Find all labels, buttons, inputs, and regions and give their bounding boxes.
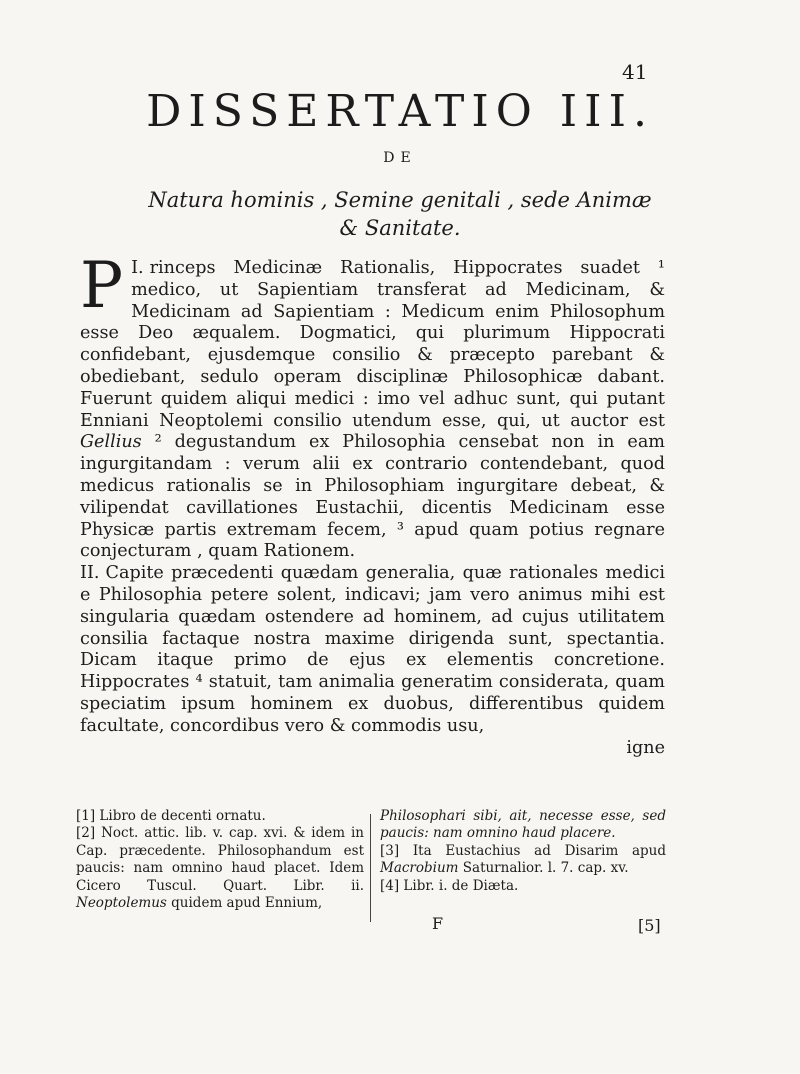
footnotes-left-column bbox=[76, 808, 364, 912]
paragraph-2 bbox=[80, 563, 665, 737]
paragraph-text: rinceps Medicinæ Rationalis, Hippocrates suadet ¹ medico, ut Sapientiam transferat ad Medicinam, & Medicinam ad Sapientiam : Medicum enim Philosophum esse Deo æqualem. Dogmatici, qui plurimum Hippocrati confidebant, ejusdemque consilio & præcepto parebant & obediebant, sedulo operam disciplinæ Philosophicæ dabant. Fuerunt quidem aliqui medici : imo vel adhuc sunt, qui putant Enniani Neoptolemi consilio utendum esse, qui, ut auctor est bbox=[80, 258, 665, 431]
paragraph-1 bbox=[80, 249, 665, 563]
footnotes-divider bbox=[370, 814, 371, 922]
paragraph-text-continued: ² degustandum ex Philosophia censebat non in eam ingurgitandam : verum alii ex contrario contendebant, quod medicus rationalis se in Philosophiam ingurgitare debeat, & vilipendat cavillationes Eustachii, dicentis Medicinam esse Physicæ partis extremam fecem, ³ apud quam potius regnare conjecturam , quam Rationem. bbox=[80, 432, 665, 562]
footnote-2 bbox=[76, 825, 364, 912]
footnote-3-end: Saturnalior. l. 7. cap. xv. bbox=[462, 860, 629, 877]
footnote-2-italic: Neoptolemus bbox=[76, 895, 167, 912]
catchword: igne bbox=[626, 737, 665, 758]
footnote-3 bbox=[380, 843, 666, 878]
drop-cap-initial: P bbox=[80, 249, 124, 323]
paragraph-number: I. bbox=[131, 258, 144, 278]
body-text bbox=[80, 249, 665, 759]
footnote-2-end: quidem apud Ennium, bbox=[171, 895, 323, 912]
footnote-4: [4] Libr. i. de Diæta. bbox=[380, 877, 519, 894]
paragraph-number: II. bbox=[80, 563, 100, 584]
footnote-2-text: [2] Noct. attic. lib. v. cap. xvi. & idem in Cap. præcedente. Philosophandum est paucis: nam omnino haud placet. Idem Cicero Tuscul. Quart. Libr. ii. bbox=[76, 825, 364, 894]
footnotes-right-column bbox=[380, 808, 666, 895]
footnote-2-continued: Philosophari sibi, ait, necesse esse, sed paucis: nam omnino haud placere. bbox=[380, 808, 666, 842]
subtitle-line-1: Natura hominis , Semine genitali , sede Animæ bbox=[148, 188, 652, 212]
signature-mark: F bbox=[432, 914, 444, 933]
footnote-3-italic: Macrobium bbox=[380, 860, 459, 877]
page-title: DISSERTATIO III. bbox=[146, 86, 654, 137]
catchword-bottom: [5] bbox=[638, 916, 661, 935]
paragraph-text: Capite præcedenti quædam generalia, quæ rationales medici e Philosophia petere solent, indicavi; jam vero animus mihi est singularia quædam ostendere ad hominem, ad cujus utilitatem consilia factaque nostra maxime dirigenda sunt, spectantia. Dicam itaque primo de ejus ex elementis concretione. Hippocrates ⁴ statuit, tam animalia generatim considerata, quam speciatim ipsum hominem ex duobus, differentibus quidem facultate, concordibus vero & commodis usu, bbox=[80, 563, 665, 736]
subtitle-line-2: & Sanitate. bbox=[339, 216, 461, 240]
footnote-1: [1] Libro de decenti ornatu. bbox=[76, 808, 266, 824]
page-number: 41 bbox=[622, 60, 648, 84]
subtitle bbox=[0, 186, 800, 242]
cited-author: Gellius bbox=[80, 432, 142, 453]
subtitle-de: DE bbox=[383, 150, 417, 166]
footnote-3-text: [3] Ita Eustachius ad Disarim apud bbox=[380, 842, 666, 859]
